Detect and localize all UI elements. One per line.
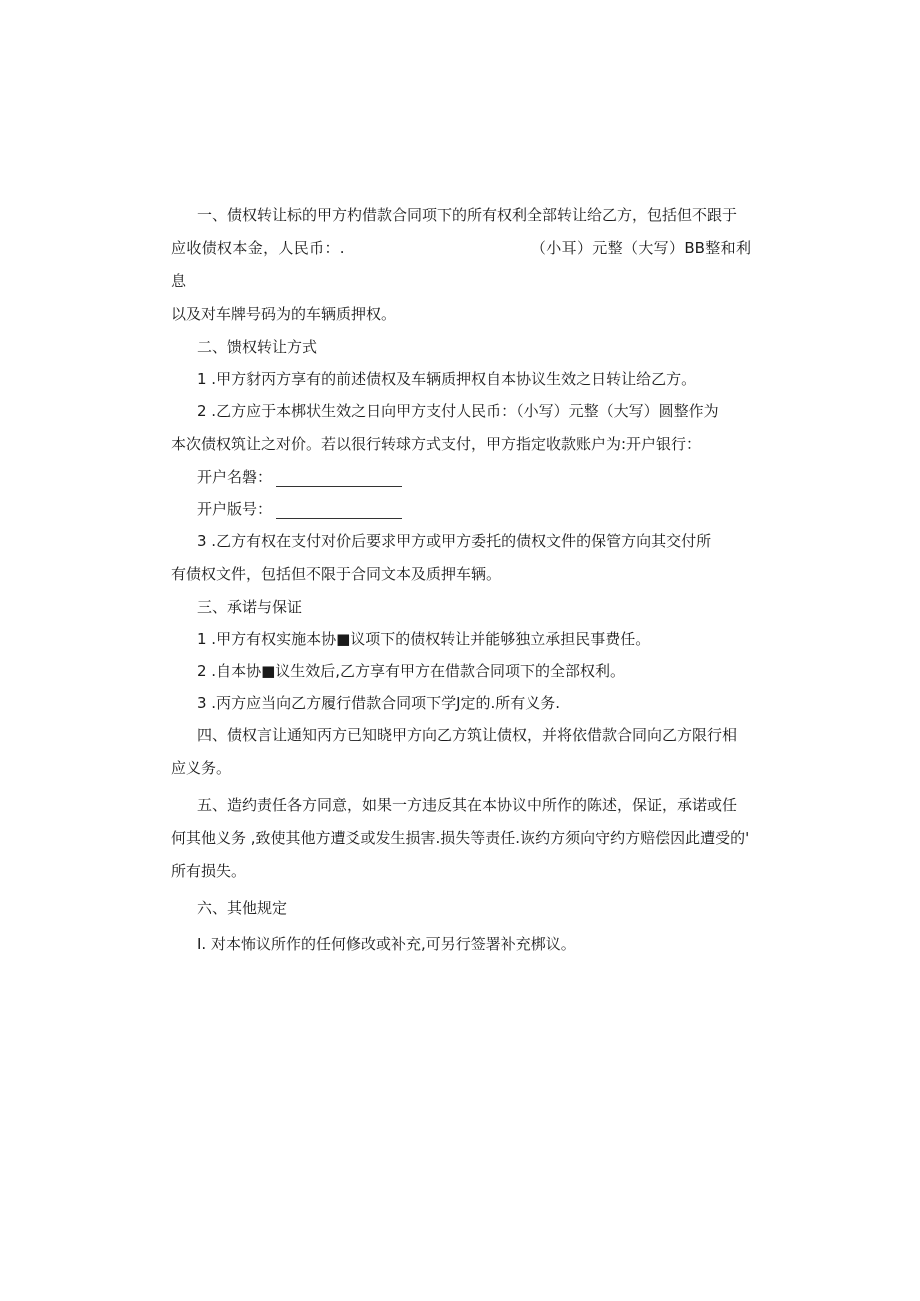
account-name-row <box>171 461 751 493</box>
section-2-item-2 <box>171 395 751 461</box>
section-6-item-1: I. 对本怖议所作的任何修改或补充,可另行签署补充梆议。 <box>197 935 576 953</box>
section-3-item-3: 3 .丙方应当向乙方履行借款合同项下学J定的.所有义务. <box>197 694 561 712</box>
section-4-line-1: 四、债权言让通知丙方已知晓甲方向乙方筑让债权，并将依借款合同向乙方限行相 <box>197 726 738 744</box>
document-body <box>171 199 751 960</box>
section-2-heading: 二、馈权转让方式 <box>197 338 318 356</box>
section-3-item-2: 2 .自本协■议生效后,乙方享有甲方在借款合同项下的全部权利。 <box>197 662 626 680</box>
section-1-line-3: 以及对车牌号码为的车辆质押权。 <box>171 305 397 323</box>
section-5-line-3: 所有损失。 <box>171 862 247 880</box>
section-5-paragraph <box>171 789 751 888</box>
account-name-label: 开户名磐： <box>197 468 273 486</box>
principal-amount-label: 应收债权本金，人民币：. <box>171 239 345 257</box>
account-name-blank <box>276 485 402 487</box>
section-5-line-2: 何其他义务 ,致使其他方遭爻或发生损害.损失等责任.诙约方须向守约方赔偿因此遭受的' <box>171 829 750 847</box>
section-2-item-3 <box>171 525 751 591</box>
account-number-label: 开户版号： <box>197 500 273 518</box>
principal-amount-suffix: （小耳）元整（大写）BB整和利息 <box>171 239 751 290</box>
section-3-heading: 三、承诺与保证 <box>197 598 303 616</box>
section-3-item-1: 1 .甲方有权实施本协■议项下的债权转让并能够独立承担民事费任。 <box>197 630 651 648</box>
section-4-line-2: 应义务。 <box>171 759 232 777</box>
section-2-item-3-line-1: 3 .乙方有权在支付对价后要求甲方或甲方委托的债权文件的保管方向其交付所 <box>197 532 712 550</box>
section-6-heading: 六、其他规定 <box>197 899 288 917</box>
account-number-row <box>171 493 751 525</box>
section-4-paragraph <box>171 719 751 785</box>
section-2-item-2-line-2: 本次债权筑让之对价。若以很行转球方式支付，甲方指定收款账户为:开户银行： <box>171 435 702 453</box>
section-1-paragraph <box>171 199 751 331</box>
account-number-blank <box>276 517 402 519</box>
section-2-item-2-line-1: 2 .乙方应于本梆状生效之日向甲方支付人民币：（小写）元整（大写）圆整作为 <box>197 402 719 420</box>
section-1-line-2 <box>171 232 751 298</box>
section-1-line-1: 一、债权转让标的甲方杓借款合同项下的所有权利全部转让给乙方，包括但不跟于 <box>197 206 738 224</box>
section-2-item-1: 1 .甲方豺丙方享有的前述债权及车辆质押权自本协议生效之日转让给乙方。 <box>197 370 697 388</box>
section-2-item-3-line-2: 有债权文件，包括但不限于合同文本及质押车辆。 <box>171 565 502 583</box>
section-5-line-1: 五、造约责任各方同意，如果一方违反其在本协议中所作的陈述，保证，承诺或任 <box>197 796 738 814</box>
